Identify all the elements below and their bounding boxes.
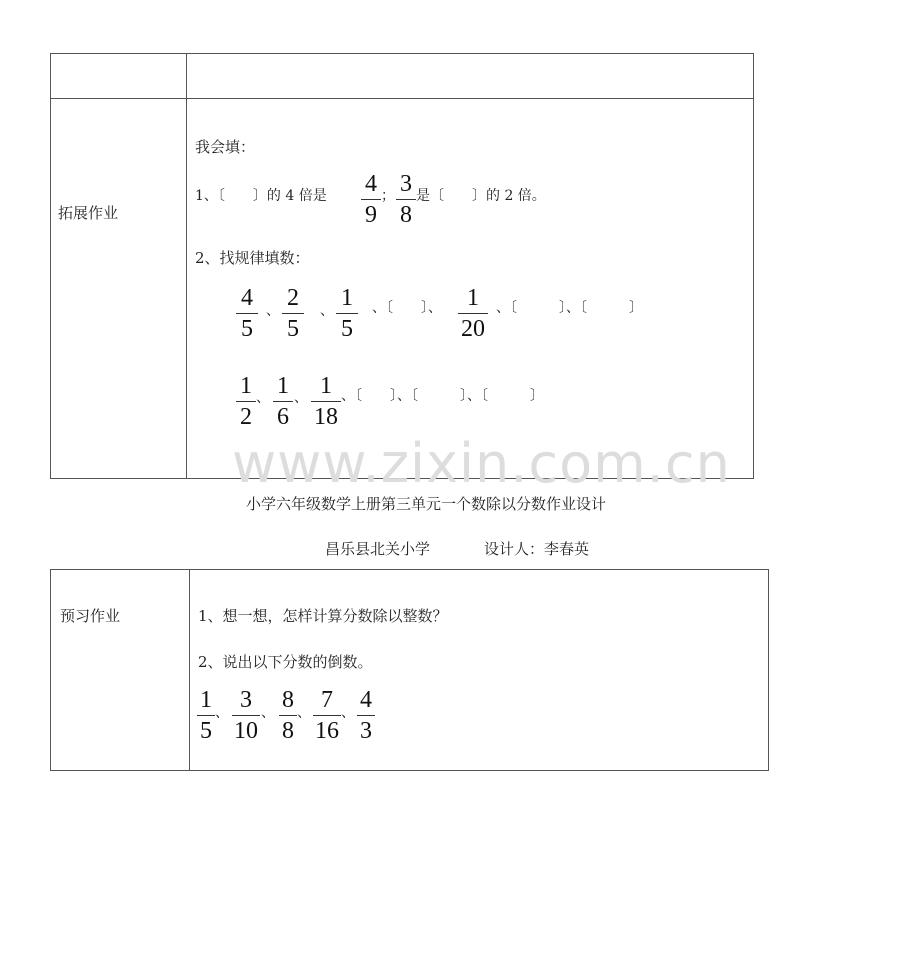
fraction-bar xyxy=(236,313,258,314)
q1-fraction-a xyxy=(361,172,381,227)
separator: 、〔 〕、〔 〕 xyxy=(496,300,643,316)
row2-fraction xyxy=(236,374,256,429)
row2-fraction xyxy=(311,374,341,429)
numerator: 1 xyxy=(467,285,479,311)
preview-fraction xyxy=(279,688,297,743)
fraction-bar xyxy=(273,401,293,402)
fraction-bar xyxy=(232,715,260,716)
numerator: 3 xyxy=(240,687,252,713)
preview-fraction xyxy=(313,688,341,743)
numerator: 3 xyxy=(400,171,412,197)
separator: 、 xyxy=(266,303,280,319)
separator: 、 xyxy=(294,390,308,406)
numerator: 4 xyxy=(365,171,377,197)
denominator: 8 xyxy=(282,718,294,744)
denominator: 5 xyxy=(200,718,212,744)
fraction-bar xyxy=(236,401,256,402)
row1-fraction xyxy=(236,286,258,341)
designer: 设计人：李春英 xyxy=(484,540,590,558)
preview-label: 预习作业 xyxy=(60,607,121,625)
school-name: 昌乐县北关小学 xyxy=(325,540,431,558)
row1-fraction xyxy=(458,286,488,341)
watermark: www.zixin.com.cn xyxy=(232,432,731,495)
q1-prefix: 1、〔 〕的 4 倍是 xyxy=(195,188,327,204)
denominator: 5 xyxy=(341,316,353,342)
q1-suffix: 是〔 〕的 2 倍。 xyxy=(416,188,546,204)
table-divider xyxy=(189,569,190,771)
denominator: 5 xyxy=(241,316,253,342)
table-divider xyxy=(50,98,754,99)
q1-semicolon: ； xyxy=(381,188,395,204)
numerator: 1 xyxy=(277,373,289,399)
separator: 、〔 〕、〔 〕、〔 〕 xyxy=(341,388,544,404)
separator: 、 xyxy=(320,303,334,319)
numerator: 4 xyxy=(360,687,372,713)
fraction-bar xyxy=(458,313,488,314)
extension-label: 拓展作业 xyxy=(58,204,119,222)
fraction-bar xyxy=(357,715,375,716)
preview-q1: 1、想一想，怎样计算分数除以整数？ xyxy=(198,607,448,625)
q1-fraction-b xyxy=(396,172,416,227)
fraction-bar xyxy=(313,715,341,716)
separator: 、 xyxy=(215,705,229,721)
preview-fraction xyxy=(197,688,215,743)
extension-table xyxy=(50,53,754,479)
denominator: 6 xyxy=(277,404,289,430)
table-divider xyxy=(186,53,187,479)
separator: 、 xyxy=(297,705,311,721)
numerator: 1 xyxy=(240,373,252,399)
row1-fraction xyxy=(282,286,304,341)
denominator: 20 xyxy=(461,316,485,342)
denominator: 9 xyxy=(365,202,377,228)
page-title: 小学六年级数学上册第三单元一个数除以分数作业设计 xyxy=(246,495,607,513)
numerator: 7 xyxy=(321,687,333,713)
separator: 、 xyxy=(261,705,275,721)
numerator: 1 xyxy=(320,373,332,399)
denominator: 8 xyxy=(400,202,412,228)
preview-fraction xyxy=(232,688,260,743)
numerator: 1 xyxy=(341,285,353,311)
fraction-bar xyxy=(279,715,297,716)
row2-fraction xyxy=(273,374,293,429)
preview-table xyxy=(50,569,769,771)
fraction-bar xyxy=(311,401,341,402)
numerator: 8 xyxy=(282,687,294,713)
numerator: 4 xyxy=(241,285,253,311)
fraction-bar xyxy=(197,715,215,716)
denominator: 18 xyxy=(314,404,338,430)
numerator: 1 xyxy=(200,687,212,713)
denominator: 2 xyxy=(240,404,252,430)
q2-label: 2、找规律填数： xyxy=(195,249,310,267)
fraction-bar xyxy=(336,313,358,314)
denominator: 10 xyxy=(234,718,258,744)
separator: 、 xyxy=(341,705,355,721)
extension-intro: 我会填： xyxy=(195,138,256,156)
fraction-bar xyxy=(396,199,416,200)
denominator: 5 xyxy=(287,316,299,342)
fraction-bar xyxy=(361,199,381,200)
fraction-bar xyxy=(282,313,304,314)
preview-fraction xyxy=(357,688,375,743)
separator: 、〔 〕、 xyxy=(372,300,442,316)
separator: 、 xyxy=(256,390,270,406)
numerator: 2 xyxy=(287,285,299,311)
denominator: 3 xyxy=(360,718,372,744)
row1-fraction xyxy=(336,286,358,341)
denominator: 16 xyxy=(315,718,339,744)
preview-q2: 2、说出以下分数的倒数。 xyxy=(198,653,373,671)
